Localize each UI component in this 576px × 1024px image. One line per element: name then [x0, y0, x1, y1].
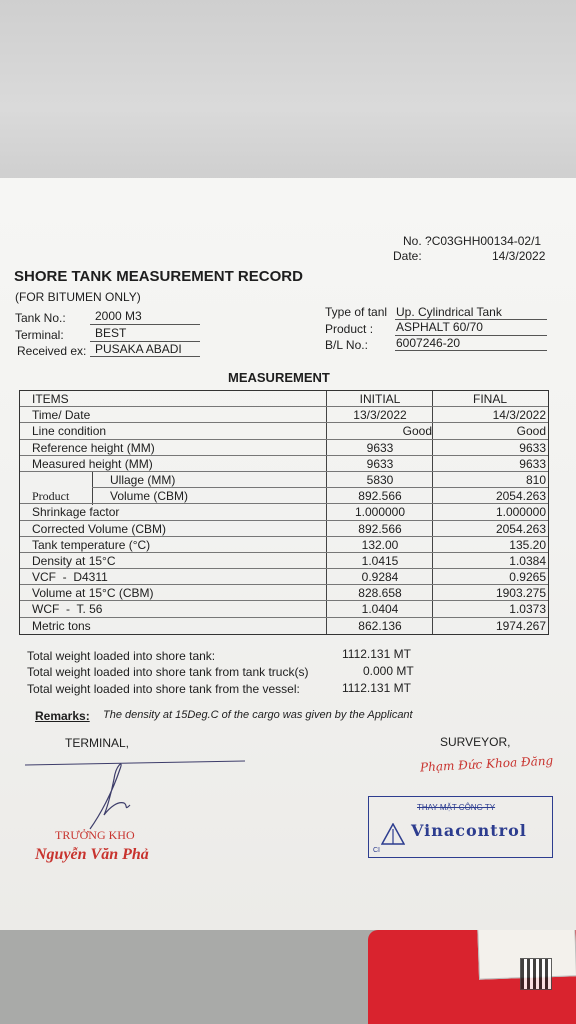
header-final: FINAL — [472, 392, 507, 406]
total-label: Total weight loaded into shore tank from the vessel: — [27, 682, 300, 696]
bl-no-underline — [395, 350, 547, 351]
doc-no — [403, 234, 541, 248]
row-initial: 828.658 — [358, 586, 402, 601]
table-row — [20, 521, 548, 537]
surveyor-sign-label: SURVEYOR, — [440, 735, 511, 749]
row-initial: 1.0415 — [361, 553, 399, 568]
row-item: Measured height (MM) — [32, 456, 153, 471]
table-row — [20, 456, 548, 472]
received-ex-underline — [90, 356, 200, 357]
vinacontrol-stamp — [368, 796, 553, 858]
received-ex-value: PUSAKA ABADI — [95, 342, 182, 356]
table-header-row — [20, 391, 548, 407]
row-initial: 1.000000 — [354, 505, 406, 520]
row-item: Reference height (MM) — [32, 440, 155, 455]
row-initial: 0.9284 — [361, 570, 399, 585]
product-group-label: Product — [32, 489, 70, 504]
row-initial: 1.0404 — [361, 602, 399, 617]
remarks-label: Remarks: — [35, 709, 90, 723]
terminal-name-stamp: Nguyễn Văn Phả — [35, 846, 149, 863]
row-final: 1.000000 — [495, 505, 546, 520]
row-initial: 862.136 — [358, 618, 402, 633]
measurement-table — [19, 390, 549, 635]
table-row — [20, 472, 548, 488]
row-final: 135.20 — [509, 537, 546, 552]
table-row — [20, 440, 548, 456]
row-item: Volume at 15°C (CBM) — [32, 586, 154, 601]
terminal-sign-label: TERMINAL, — [65, 736, 130, 750]
measurement-heading: MEASUREMENT — [228, 370, 330, 385]
row-final: 1.0373 — [509, 602, 546, 617]
terminal-title-stamp: TRƯỞNG KHO — [55, 828, 135, 842]
row-item: Corrected Volume (CBM) — [32, 521, 167, 536]
row-final: 9633 — [519, 440, 546, 455]
tank-no-label: Tank No.: — [15, 311, 66, 325]
total-value: 1112.131 MT — [342, 647, 411, 661]
document-title: SHORE TANK MEASUREMENT RECORD — [14, 268, 303, 285]
total-value: 0.000 MT — [363, 664, 414, 678]
row-final: 1903.275 — [495, 586, 546, 601]
tank-type-label: Type of tanl — [325, 305, 388, 319]
row-item: Time/ Date — [32, 408, 91, 423]
row-final: 1.0384 — [509, 553, 546, 568]
row-item: WCF - T. 56 — [32, 602, 103, 617]
row-final: 2054.263 — [495, 489, 546, 504]
row-item: Tank temperature (°C) — [32, 537, 151, 552]
row-initial: 9633 — [366, 456, 394, 471]
row-item: Line condition — [32, 424, 107, 439]
tank-no-underline — [90, 324, 200, 325]
header-items: ITEMS — [32, 392, 69, 406]
table-row — [20, 569, 548, 585]
table-row — [20, 423, 548, 439]
row-final: 9633 — [519, 456, 546, 471]
row-final: 810 — [525, 472, 546, 487]
row-final: 1974.267 — [495, 618, 546, 633]
bl-no-label: B/L No.: — [325, 338, 368, 352]
table-row — [20, 585, 548, 601]
header-initial: INITIAL — [359, 392, 401, 406]
surveyor-signature: Phạm Đức Khoa Đăng — [419, 753, 554, 775]
row-initial: 9633 — [366, 440, 394, 455]
table-row — [20, 488, 548, 504]
document-subtitle: (FOR BITUMEN ONLY) — [15, 290, 141, 304]
vinacontrol-logo-icon — [381, 823, 405, 845]
tank-no-value: 2000 M3 — [95, 309, 142, 323]
table-row — [20, 553, 548, 569]
tank-type-value: Up. Cylindrical Tank — [396, 305, 502, 319]
row-item: VCF - D4311 — [32, 570, 108, 585]
row-final: Good — [516, 424, 546, 439]
row-final: 2054.263 — [495, 521, 546, 536]
table-row — [20, 504, 548, 520]
row-item: Metric tons — [32, 618, 91, 633]
row-item: Volume (CBM) — [110, 489, 189, 504]
bl-no-value: 6007246-20 — [396, 336, 461, 350]
terminal-signature — [20, 755, 260, 835]
stamp-brand: Vinacontrol — [411, 821, 527, 840]
total-label: Total weight loaded into shore tank: — [27, 649, 216, 663]
row-initial: Good — [402, 424, 432, 439]
remarks-text: The density at 15Deg.C of the cargo was given by the Applicant — [103, 709, 413, 721]
stamp-top-text: THAY MẶT CÔNG TY — [417, 803, 496, 812]
table-row — [20, 618, 548, 634]
row-initial: 132.00 — [361, 537, 399, 552]
total-label: Total weight loaded into shore tank from tank truck(s) — [27, 665, 309, 679]
row-item: Shrinkage factor — [32, 505, 120, 520]
row-initial: 5830 — [366, 472, 394, 487]
terminal-value: BEST — [95, 326, 127, 340]
row-initial: 892.566 — [358, 521, 402, 536]
product-value: ASPHALT 60/70 — [396, 320, 483, 334]
row-final: 0.9265 — [509, 570, 546, 585]
product-label: Product : — [325, 322, 374, 336]
doc-date-label: Date: — [393, 249, 422, 263]
row-item: Density at 15°C — [32, 553, 116, 568]
doc-no-value: ?C03GHH00134-02/1 — [425, 234, 542, 248]
row-initial: 13/3/2022 — [353, 408, 407, 423]
table-row — [20, 601, 548, 617]
qr-code-icon — [520, 958, 552, 990]
doc-no-label: No. — [403, 234, 422, 248]
row-final: 14/3/2022 — [492, 408, 546, 423]
table-row — [20, 407, 548, 423]
row-initial: 892.566 — [358, 489, 402, 504]
row-item: Ullage (MM) — [110, 472, 176, 487]
doc-date-value: 14/3/2022 — [492, 249, 546, 263]
terminal-label: Terminal: — [15, 328, 64, 342]
stamp-small-text: CI — [373, 847, 380, 854]
total-value: 1112.131 MT — [342, 681, 411, 695]
background-top — [0, 0, 576, 180]
received-ex-label: Received ex: — [17, 344, 87, 358]
table-row — [20, 537, 548, 553]
